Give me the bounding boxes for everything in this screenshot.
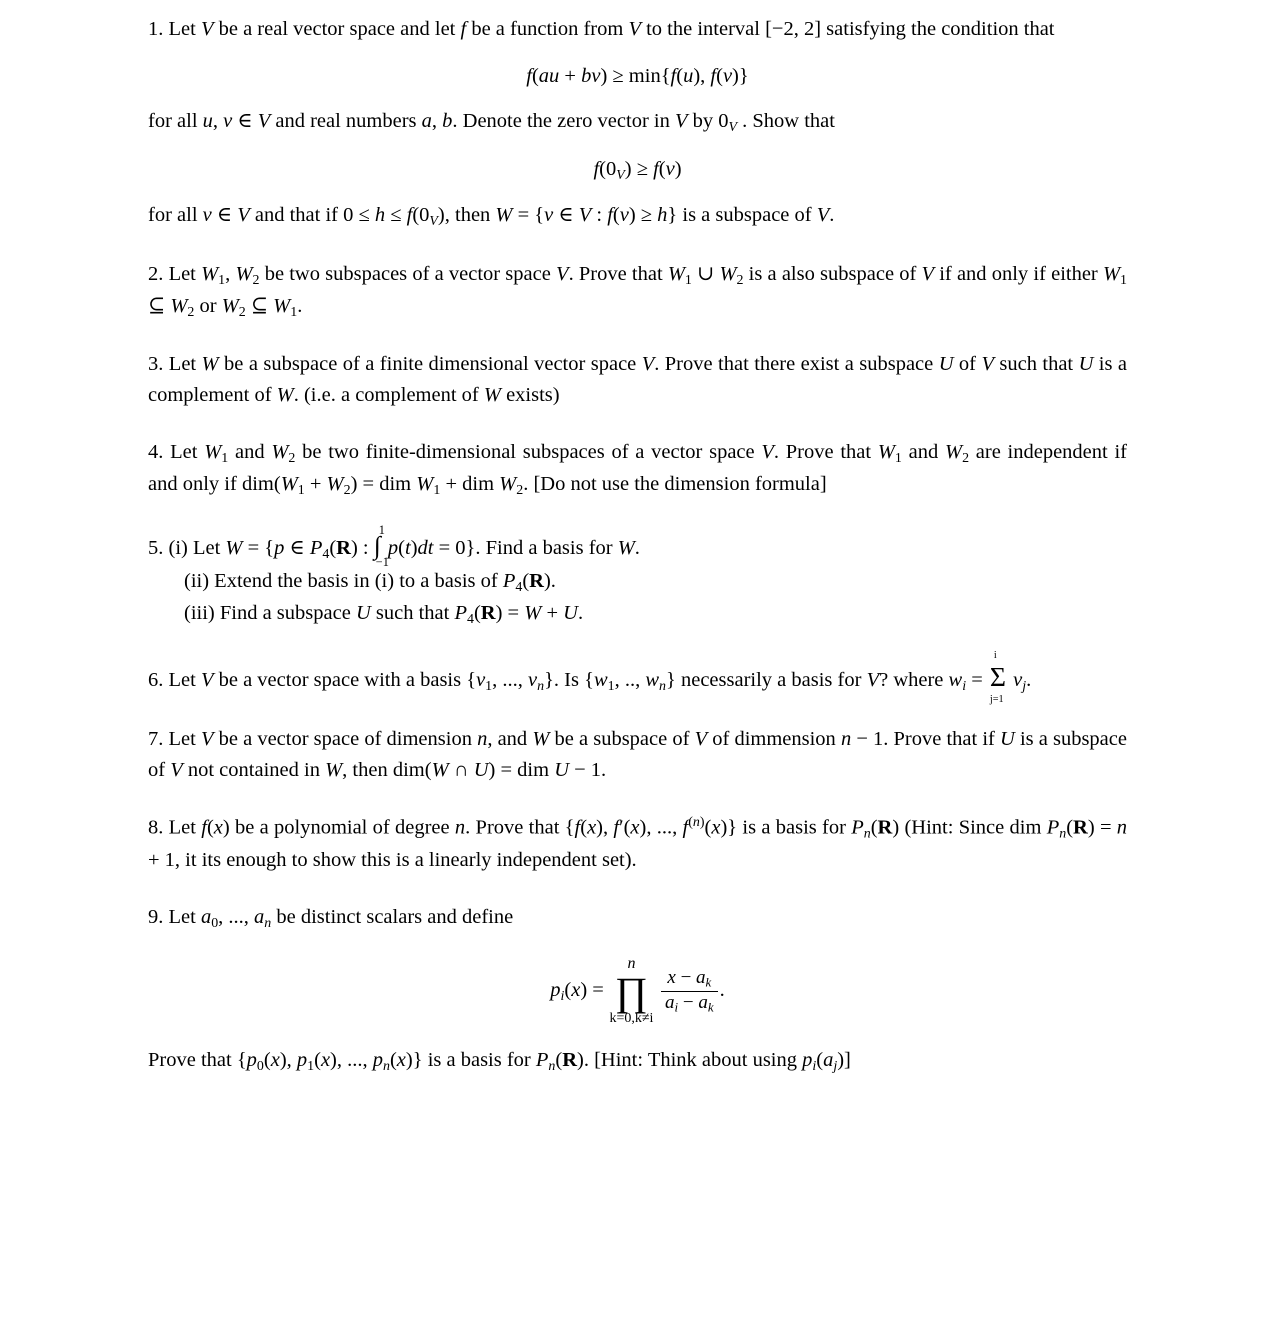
problem-7 [148, 724, 1127, 786]
problem-3-number: 3. [148, 352, 164, 375]
problem-1-text-3: for all v ∈ V and that if $0 \le h \le f(0_V)$, then W = {v ∈ V : f(v) ≥ h} is a subspace of V. [148, 204, 835, 230]
problem-4-number: 4. [148, 440, 164, 463]
problem-1 [148, 14, 1127, 233]
product-symbol: n ∏ k=0,k≠i [609, 954, 654, 1027]
problem-2 [148, 259, 1127, 323]
problem-1-text-2: for all u, v ∈ V and real numbers a, b. Denote the zero vector in V by $0_V$ . Show that [148, 110, 835, 136]
problem-5 [148, 523, 1127, 630]
problem-7-text-1: 7. Let V be a vector space of dimension n, and W be a subspace of V of dimmension n − 1. Prove that if U is a subspace of V not contained in W, then dim(W ∩ U) = dim U − 1. [148, 728, 1127, 782]
problem-9-text-2: Prove that {$p_0(x)$, $p_1(x)$, ..., $p_n(x)$} is a basis for $P_n(R)$. [Hint: Think about using $p_i(a_j)$] [148, 1049, 851, 1074]
integral-symbol: ∫ −1 1 [373, 523, 389, 570]
problem-9-display-1: $p_i(x)$ = n ∏ k=0,k≠i $\frac{x - a_k}{a_i - a_k}$ . [550, 954, 725, 1027]
problem-8-text-1: 8. Let f(x) be a polynomial of degree n. Prove that {f(x), f′(x), ..., $f^{(n)}(x)$} is a basis for $P_n(R)$ (Hint: Since dim $P_n(R) = n + 1$, it its enough to show this is a linearly independent set). [148, 815, 1128, 872]
problem-5-part-i: 5. (i) Let W = {p ∈ $P_4(R)$ : ∫ −1 1 p(t)dt = 0}. Find a basis for W. [148, 523, 640, 570]
problem-9-number: 9. [148, 906, 164, 929]
problem-9-text-1: 9. Let $a_0$, ..., $a_n$ be distinct scalars and define [148, 906, 514, 932]
problem-8 [148, 812, 1127, 876]
problem-1-number: 1. [148, 18, 164, 40]
summation-symbol: Σ j=1 i [989, 650, 1007, 705]
problem-5-part-iii: (iii) Find a subspace U such that $P_4(R) = W + U$. [184, 602, 584, 627]
problem-6-number: 6. [148, 669, 164, 692]
problem-3 [148, 349, 1127, 411]
fraction: $\frac{x - a_k}{a_i - a_k}$ [661, 968, 718, 1015]
problem-9 [148, 902, 1127, 1077]
problem-2-number: 2. [148, 262, 164, 285]
problem-6-text-1: 6. Let V be a vector space with a basis {$v_1$, ..., $v_n$}. Is {$w_1$, .., $w_n$} necessarily a basis for V? where $w_i = \Sigma$ j=1 i $v_j$. [148, 650, 1032, 705]
problem-2-text-1: 2. Let $W_1$, $W_2$ be two subspaces of a vector space V. Prove that $W_1$ ∪ $W_2$ is a also subspace of V if and only if either $W_1$ ⊆ $W_2$ or $W_2$ ⊆ $W_1$. [148, 262, 1127, 320]
problem-8-number: 8. [148, 817, 164, 840]
problem-4-text-1: 4. Let $W_1$ and $W_2$ be two finite-dimensional subspaces of a vector space V. Prove that $W_1$ and $W_2$ are independent if and only if $dim(W_1 + W_2)$ = dim $W_1$ + dim $W_2$. [Do not use the dimension formula] [148, 440, 1127, 498]
problem-1-text-1: 1. Let V be a real vector space and let f be a function from V to the interval [−2, 2] satisfying the condition that [148, 18, 1055, 40]
problem-3-text-1: 3. Let W be a subspace of a finite dimensional vector space V. Prove that there exist a subspace U of V such that U is a complement of W. (i.e. a complement of W exists) [148, 352, 1127, 406]
problem-5-number: 5. [148, 537, 164, 560]
problem-7-number: 7. [148, 728, 164, 751]
problem-5-part-ii: (ii) Extend the basis in (i) to a basis of $P_4(R)$. [184, 570, 556, 595]
problem-6 [148, 650, 1127, 705]
problem-1-display-2: $f(0_V) \ge f(v)$ [593, 158, 682, 184]
problem-4 [148, 437, 1127, 501]
problem-1-display-1: f(au + bv) ≥ min{f(u), f(v)} [526, 65, 749, 88]
